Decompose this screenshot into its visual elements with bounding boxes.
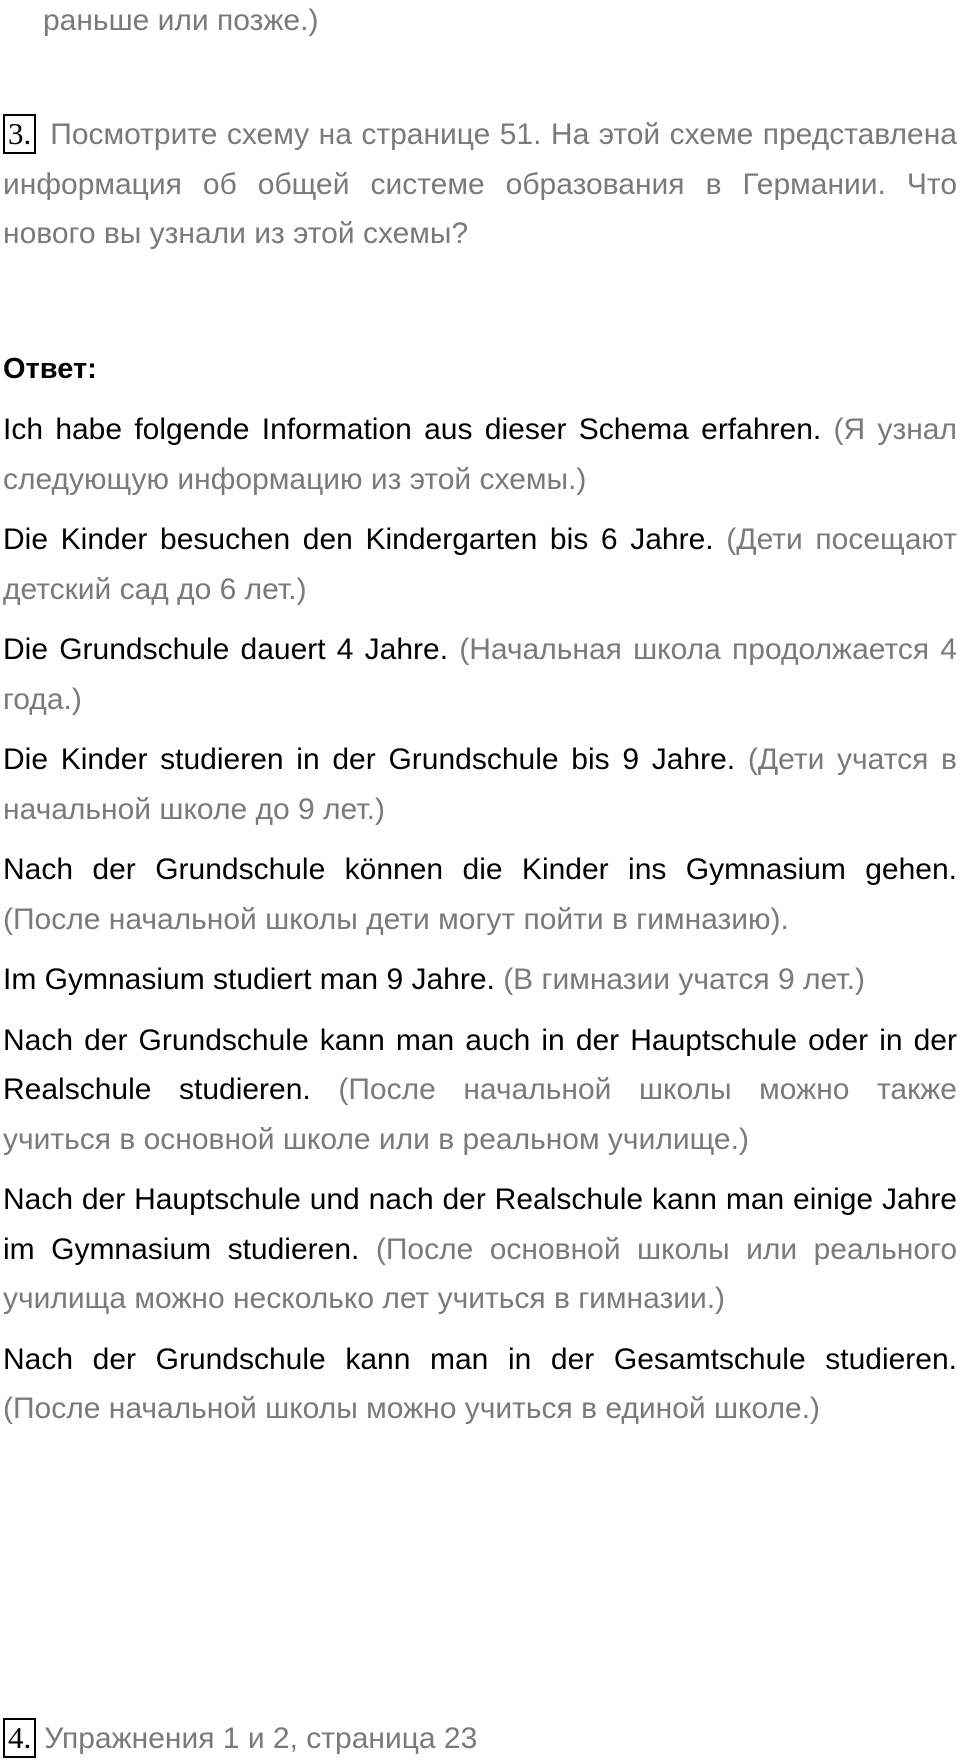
- russian-translation: (После начальной школы дети могут пойти в гимназию).: [3, 902, 789, 936]
- answer-list: [3, 405, 957, 1445]
- answer-item: [3, 1016, 957, 1165]
- russian-translation: (Я узнал следующую информацию из этой схемы.): [3, 413, 957, 496]
- russian-translation: (В гимназии учатся 9 лет.): [503, 963, 865, 996]
- answer-item: [3, 625, 957, 724]
- answer-item: [3, 405, 957, 504]
- answer-heading: Ответ:: [3, 353, 97, 385]
- task-number-box: 4.: [3, 1718, 36, 1758]
- answer-item: [3, 845, 957, 944]
- answer-item: [3, 1175, 957, 1324]
- german-sentence: Die Kinder studieren in der Grundschule bis 9 Jahre.: [3, 743, 736, 776]
- answer-item: [3, 735, 957, 834]
- answer-item: [3, 515, 957, 614]
- russian-translation: (После основной школы или реального училища можно несколько лет учиться в гимназии.): [3, 1232, 958, 1315]
- task-text: Упражнения 1 и 2, страница 23: [44, 1722, 478, 1755]
- answer-item: [3, 1335, 957, 1434]
- russian-translation: (После начальной школы можно также учиться в основной школе или в реальном училище.): [3, 1073, 957, 1156]
- previous-translation-continuation: раньше или позже.): [43, 4, 319, 37]
- russian-translation: (После начальной школы можно учиться в единой школе.): [3, 1392, 821, 1425]
- russian-translation: (Дети посещают детский сад до 6 лет.): [3, 523, 957, 606]
- russian-translation: (Начальная школа продолжается 4 года.): [3, 633, 957, 716]
- task-4: [3, 1717, 477, 1761]
- task-3: [3, 110, 957, 259]
- german-sentence: Die Grundschule dauert 4 Jahre.: [3, 633, 449, 666]
- task-text: Посмотрите схему на странице 51. На этой схеме представлена информация об общей системе образования в Германии. Что нового вы узнали из этой схемы?: [3, 118, 957, 250]
- task-number-box: 3.: [3, 114, 36, 154]
- russian-translation: (Дети учатся в начальной школе до 9 лет.): [3, 743, 957, 826]
- german-sentence: Nach der Hauptschule und nach der Realschule kann man einige Jahre im Gymnasium studieren.: [3, 1183, 957, 1266]
- german-sentence: Im Gymnasium studiert man 9 Jahre.: [3, 963, 495, 996]
- german-sentence: Nach der Grundschule können die Kinder ins Gymnasium gehen.: [3, 853, 957, 886]
- german-sentence: Die Kinder besuchen den Kindergarten bis 6 Jahre.: [3, 523, 714, 556]
- answer-item: [3, 955, 957, 1005]
- german-sentence: Ich habe folgende Information aus dieser Schema erfahren.: [3, 413, 822, 446]
- german-sentence: Nach der Grundschule kann man auch in der Hauptschule oder in der Realschule studieren.: [3, 1023, 957, 1106]
- german-sentence: Nach der Grundschule kann man in der Gesamtschule studieren.: [3, 1342, 957, 1376]
